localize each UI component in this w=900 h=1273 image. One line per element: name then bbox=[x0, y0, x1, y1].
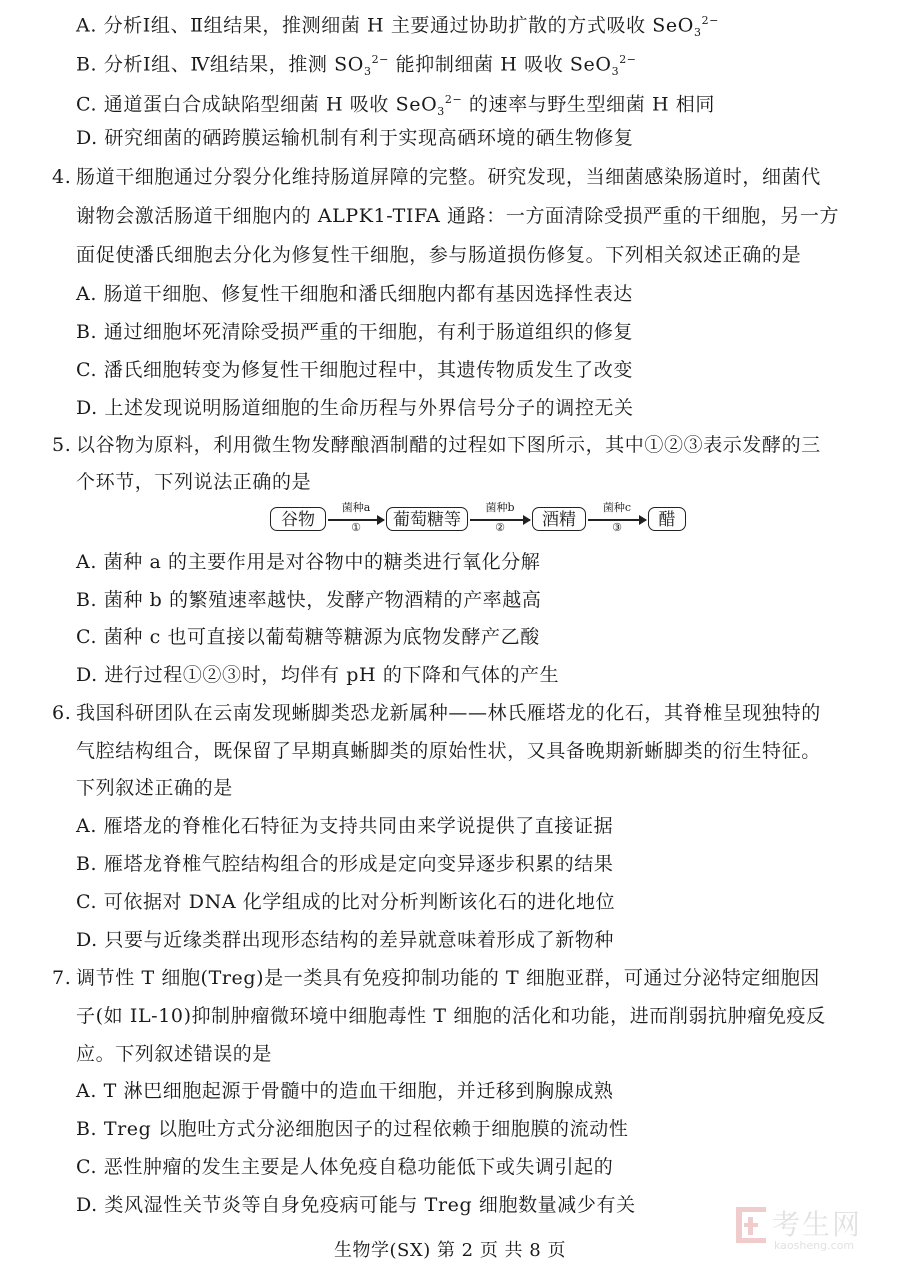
question-number: 4. bbox=[52, 166, 72, 188]
fermentation-flow-diagram bbox=[270, 502, 690, 542]
flow-box-vinegar: 醋 bbox=[648, 507, 686, 531]
flow-box-alcohol: 酒精 bbox=[532, 507, 586, 531]
q7-stem-line-1: 7. 调节性 T 细胞(Treg)是一类具有免疫抑制功能的 T 细胞亚群，可通过分泌特定细胞因 bbox=[52, 967, 820, 989]
q5-stem-line-1: 5. 以谷物为原料，利用微生物发酵酿酒制醋的过程如下图所示，其中①②③表示发酵的三 bbox=[52, 434, 821, 456]
flow-arrow-1-step: ① bbox=[351, 521, 361, 534]
watermark-url: kaosheng.com bbox=[774, 1239, 855, 1252]
flow-box-grain: 谷物 bbox=[270, 507, 326, 531]
q4-option-b: B. 通过细胞坏死清除受损严重的干细胞，有利于肠道组织的修复 bbox=[76, 321, 634, 343]
q5-option-c: C. 菌种 c 也可直接以葡萄糖等糖源为底物发酵产乙酸 bbox=[76, 626, 540, 648]
flow-arrow-3-strain: 菌种c bbox=[602, 501, 632, 514]
q3-option-b: B. 分析Ⅰ组、Ⅳ组结果，推测 $SO_3^{2-}$ 能抑制细菌 H 吸收 SeO$_3^{2-}$ bbox=[76, 53, 637, 79]
q5-option-d: D. 进行过程①②③时，均伴有 pH 的下降和气体的产生 bbox=[76, 664, 560, 686]
flow-box-glucose: 葡萄糖等 bbox=[386, 507, 468, 531]
q5-option-b: B. 菌种 b 的繁殖速率越快，发酵产物酒精的产率越高 bbox=[76, 589, 542, 611]
watermark-text: 考生网 bbox=[772, 1208, 863, 1241]
q4-stem-line-3: 面促使潘氏细胞去分化为修复性干细胞，参与肠道损伤修复。下列相关叙述正确的是 bbox=[76, 244, 802, 266]
q5-option-a: A. 菌种 a 的主要作用是对谷物中的糖类进行氧化分解 bbox=[76, 551, 541, 573]
q4-option-c: C. 潘氏细胞转变为修复性干细胞过程中，其遗传物质发生了改变 bbox=[76, 359, 633, 381]
q7-option-a: A. T 淋巴细胞起源于骨髓中的造血干细胞，并迁移到胸腺成熟 bbox=[76, 1080, 614, 1102]
flow-arrow-2-step: ② bbox=[495, 521, 505, 534]
q3-option-d: D. 研究细菌的硒跨膜运输机制有利于实现高硒环境的硒生物修复 bbox=[76, 127, 634, 149]
q6-stem-line-3: 下列叙述正确的是 bbox=[76, 777, 233, 799]
q7-option-c: C. 恶性肿瘤的发生主要是人体免疫自稳功能低下或失调引起的 bbox=[76, 1156, 614, 1178]
q4-option-d: D. 上述发现说明肠道细胞的生命历程与外界信号分子的调控无关 bbox=[76, 397, 634, 419]
q6-option-d: D. 只要与近缘类群出现形态结构的差异就意味着形成了新物种 bbox=[76, 929, 615, 951]
q6-option-b: B. 雁塔龙脊椎气腔结构组合的形成是定向变异逐步积累的结果 bbox=[76, 853, 614, 875]
page-footer: 生物学(SX) 第 2 页 共 8 页 bbox=[334, 1240, 566, 1261]
q5-stem-line-2: 个环节，下列说法正确的是 bbox=[76, 471, 312, 493]
q4-stem-line-1: 4. 肠道干细胞通过分裂分化维持肠道屏障的完整。研究发现，当细菌感染肠道时，细菌代 bbox=[52, 166, 821, 188]
question-number: 6. bbox=[52, 702, 72, 724]
q6-stem-line-2: 气腔结构组合，既保留了早期真蜥脚类的原始性状，又具备晚期新蜥脚类的衍生特征。 bbox=[76, 740, 821, 762]
q4-option-a: A. 肠道干细胞、修复性干细胞和潘氏细胞内都有基因选择性表达 bbox=[76, 283, 633, 305]
q6-option-a: A. 雁塔龙的脊椎化石特征为支持共同由来学说提供了直接证据 bbox=[76, 815, 614, 837]
q6-stem-line-1: 6. 我国科研团队在云南发现蜥脚类恐龙新属种——林氏雁塔龙的化石，其脊椎呈现独特的 bbox=[52, 702, 821, 724]
flow-arrow-1-strain: 菌种a bbox=[341, 501, 371, 514]
q7-option-b: B. Treg 以胞吐方式分泌细胞因子的过程依赖于细胞膜的流动性 bbox=[76, 1118, 629, 1140]
q6-option-c: C. 可依据对 DNA 化学组成的比对分析判断该化石的进化地位 bbox=[76, 891, 616, 913]
q3-option-a: A. 分析Ⅰ组、Ⅱ组结果，推测细菌 H 主要通过协助扩散的方式吸收 SeO$_3^{2-}$ bbox=[76, 14, 719, 40]
flow-arrow-3-step: ③ bbox=[612, 521, 622, 534]
question-number: 7. bbox=[52, 967, 72, 989]
watermark bbox=[736, 1203, 886, 1257]
flow-arrow-2-strain: 菌种b bbox=[485, 501, 515, 514]
q3-option-c: C. 通道蛋白合成缺陷型细菌 H 吸收 SeO$_3^{2-}$ 的速率与野生型细菌 H 相同 bbox=[76, 93, 715, 119]
watermark-logo-icon bbox=[736, 1207, 766, 1243]
q7-option-d: D. 类风湿性关节炎等自身免疫病可能与 Treg 细胞数量减少有关 bbox=[76, 1194, 636, 1216]
question-number: 5. bbox=[52, 434, 72, 456]
q7-stem-line-3: 应。下列叙述错误的是 bbox=[76, 1043, 273, 1065]
q7-stem-line-2: 子(如 IL-10)抑制肿瘤微环境中细胞毒性 T 细胞的活化和功能，进而削弱抗肿瘤免疫反 bbox=[76, 1005, 826, 1027]
q4-stem-line-2: 谢物会激活肠道干细胞内的 ALPK1-TIFA 通路：一方面清除受损严重的干细胞，另一方 bbox=[76, 205, 840, 227]
